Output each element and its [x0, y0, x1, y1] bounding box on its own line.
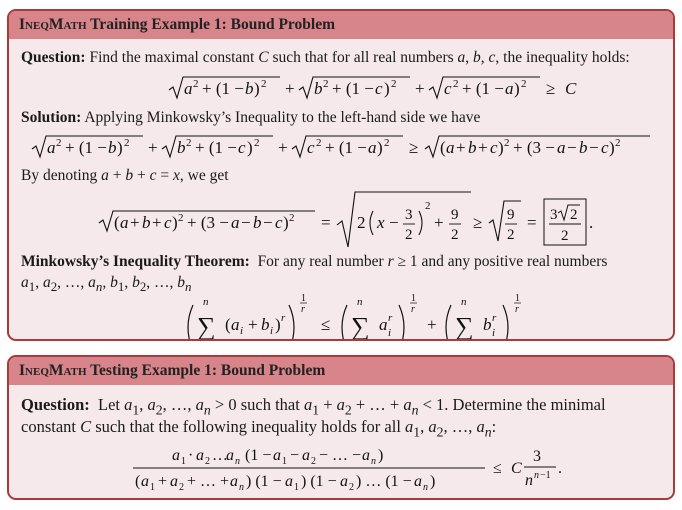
svg-text:2: 2	[56, 137, 62, 149]
svg-text:) (1 −: ) (1 −	[301, 473, 337, 490]
svg-text:c: c	[490, 138, 498, 157]
svg-text:− … −: − … −	[319, 447, 362, 464]
svg-text:2: 2	[615, 137, 621, 149]
svg-text:+: +	[278, 138, 288, 157]
equation-5	[9, 441, 675, 493]
svg-text:) (1 −: ) (1 −	[246, 473, 282, 490]
svg-text:2: 2	[316, 137, 322, 149]
svg-text:): )	[254, 79, 260, 98]
testing-header-title: IneqMath	[19, 362, 87, 379]
svg-text:a: a	[226, 447, 234, 464]
svg-text:): )	[378, 447, 384, 464]
svg-text:n: n	[423, 482, 428, 493]
svg-text:2: 2	[453, 78, 459, 90]
svg-text:c: c	[238, 138, 246, 157]
svg-text:+ … +: + … +	[187, 473, 230, 490]
svg-text:…: …	[212, 447, 228, 464]
svg-text:∑: ∑	[455, 312, 474, 341]
training-example-box	[7, 9, 675, 354]
svg-text:b: b	[483, 315, 492, 334]
svg-text:r: r	[492, 312, 497, 324]
svg-text:−1: −1	[540, 470, 551, 481]
svg-text:+: +	[478, 138, 488, 157]
svg-text:a: a	[302, 447, 310, 464]
solution-label: Solution:	[21, 109, 82, 126]
svg-text:≤: ≤	[321, 315, 331, 334]
svg-text:2: 2	[186, 137, 192, 149]
equation-1	[9, 73, 675, 103]
svg-text:x: x	[377, 213, 385, 232]
svg-text:+: +	[285, 79, 295, 98]
svg-text:n: n	[239, 482, 244, 493]
svg-text:=: =	[527, 213, 537, 232]
svg-text:(: (	[225, 315, 231, 334]
svg-text:−: −	[567, 138, 577, 157]
svg-text:2: 2	[405, 227, 413, 243]
svg-text:+ (3 −: + (3 −	[513, 138, 555, 157]
svg-text:n: n	[534, 470, 539, 481]
svg-text:+ (1 −: + (1 −	[202, 79, 244, 98]
svg-text:a: a	[414, 473, 422, 490]
theorem-variables: $a_1$, $a_2$, …, $a_n$, $b_1$, $b_2$, …, $b_n$	[21, 274, 192, 295]
theorem-label: Minkowsky’s Inequality Theorem:	[21, 253, 250, 270]
training-theorem	[21, 253, 661, 271]
svg-text:C: C	[511, 460, 522, 477]
svg-text:≤: ≤	[493, 460, 502, 477]
svg-text:−: −	[589, 138, 599, 157]
svg-text:b: b	[261, 315, 270, 334]
svg-text:2: 2	[179, 482, 184, 493]
equation-2	[9, 132, 675, 162]
svg-text:≥: ≥	[409, 138, 419, 157]
svg-text:2: 2	[425, 200, 431, 212]
svg-text:9: 9	[451, 207, 459, 223]
svg-text:): )	[430, 473, 436, 490]
svg-text:): )	[609, 138, 615, 157]
svg-text:2: 2	[289, 212, 295, 224]
svg-text:3: 3	[550, 207, 558, 223]
svg-text:a: a	[285, 473, 293, 490]
svg-text:2: 2	[451, 227, 459, 243]
svg-text:2: 2	[178, 212, 184, 224]
svg-text:n: n	[371, 456, 376, 467]
svg-text:2: 2	[561, 228, 569, 244]
svg-text:2: 2	[254, 137, 260, 149]
svg-text:): )	[514, 79, 520, 98]
svg-text:2: 2	[504, 137, 510, 149]
svg-text:−: −	[241, 213, 251, 232]
svg-text:2: 2	[357, 213, 366, 232]
equation-4: n ∑ i=1 ( a i + b i ) r 1r ≤ n ∑ i=1 a ri 1r + n ∑ i=1 b ri 1r	[9, 291, 675, 341]
svg-text:(: (	[114, 213, 120, 232]
svg-text:+: +	[152, 213, 162, 232]
svg-text:a: a	[362, 447, 370, 464]
svg-text:+ (1 −: + (1 −	[325, 138, 367, 157]
svg-text:1: 1	[515, 293, 520, 304]
svg-text:2: 2	[311, 456, 316, 467]
question-label: Question:	[21, 49, 86, 66]
svg-text:.: .	[558, 460, 562, 477]
svg-text:): )	[172, 213, 178, 232]
svg-text:2: 2	[507, 227, 515, 243]
testing-example-header	[9, 357, 673, 385]
svg-text:a: a	[172, 447, 180, 464]
svg-text:+: +	[415, 79, 425, 98]
svg-text:3: 3	[533, 448, 541, 465]
svg-text:): )	[247, 138, 253, 157]
svg-text:b: b	[579, 138, 588, 157]
svg-text:r: r	[515, 304, 519, 315]
svg-text:+: +	[248, 315, 258, 334]
svg-text:i: i	[270, 325, 274, 337]
testing-question-text1: Let $a_1$, $a_2$, …, $a_n > 0$ such that $a_1 + a_2$ + … + $a_n < 1$. Determine the minimal	[93, 395, 606, 418]
svg-text:b: b	[468, 138, 477, 157]
svg-text:∑: ∑	[197, 312, 216, 341]
svg-text:c: c	[275, 213, 283, 232]
svg-text:−: −	[290, 447, 300, 464]
svg-text:i: i	[492, 327, 496, 339]
svg-text:+ (1 −: + (1 −	[462, 79, 504, 98]
svg-text:(: (	[440, 138, 446, 157]
svg-text:r: r	[301, 304, 305, 315]
svg-text:): )	[283, 213, 289, 232]
theorem-text: For any real number r ≥ 1 and any positive real numbers	[253, 253, 608, 270]
svg-text:+ (3 −: + (3 −	[187, 213, 229, 232]
svg-text:+ (1 −: + (1 −	[65, 138, 107, 157]
svg-text:2: 2	[349, 482, 354, 493]
testing-question-label: Question:	[21, 395, 90, 414]
training-example-header	[9, 11, 673, 39]
svg-text:a: a	[368, 138, 377, 157]
svg-text:r: r	[281, 312, 286, 324]
svg-text:r: r	[411, 304, 415, 315]
svg-text:1: 1	[294, 482, 299, 493]
svg-text:(: (	[135, 473, 141, 490]
svg-text:+: +	[434, 213, 444, 232]
svg-text:1: 1	[411, 293, 416, 304]
svg-text:a: a	[340, 473, 348, 490]
svg-text:+: +	[148, 138, 158, 157]
svg-text:1: 1	[282, 456, 287, 467]
svg-text:a: a	[557, 138, 566, 157]
svg-text:): )	[384, 79, 390, 98]
svg-text:a: a	[196, 447, 204, 464]
svg-text:a: a	[230, 473, 238, 490]
svg-text:b: b	[314, 79, 323, 98]
svg-text:c: c	[307, 138, 315, 157]
svg-text:c: c	[375, 79, 383, 98]
svg-text:a: a	[141, 473, 149, 490]
svg-text:1: 1	[301, 293, 306, 304]
svg-text:C: C	[565, 79, 577, 98]
svg-text:i: i	[240, 325, 244, 337]
training-header-rest: Training Example 1: Bound Problem	[86, 16, 336, 33]
svg-text:2: 2	[205, 456, 210, 467]
svg-text:−: −	[263, 213, 273, 232]
question-text: Find the maximal constant C such that for all real numbers a, b, c, the inequality holds:	[89, 49, 630, 66]
svg-text:a: a	[184, 79, 193, 98]
svg-text:1: 1	[150, 482, 155, 493]
svg-text:2: 2	[261, 78, 267, 90]
svg-text:+ (1 −: + (1 −	[332, 79, 374, 98]
svg-text:(1 −: (1 −	[245, 447, 272, 464]
svg-text:c: c	[601, 138, 609, 157]
svg-text:+ (1 −: + (1 −	[195, 138, 237, 157]
svg-text:b: b	[245, 79, 254, 98]
svg-text:2: 2	[521, 78, 527, 90]
svg-text:): )	[117, 138, 123, 157]
svg-text:n: n	[525, 472, 533, 489]
svg-text:) … (1 −: ) … (1 −	[356, 473, 412, 490]
svg-text:a: a	[505, 79, 514, 98]
svg-text:b: b	[108, 138, 117, 157]
svg-text:2: 2	[124, 137, 130, 149]
training-question	[21, 49, 661, 67]
svg-text:a: a	[273, 447, 281, 464]
svg-text:b: b	[253, 213, 262, 232]
svg-text:a: a	[170, 473, 178, 490]
svg-text:2: 2	[384, 137, 390, 149]
svg-text:b: b	[177, 138, 186, 157]
svg-text:n: n	[357, 296, 363, 308]
svg-text:2: 2	[391, 78, 397, 90]
svg-text:a: a	[231, 213, 240, 232]
svg-text:=: =	[321, 213, 331, 232]
svg-text:+: +	[130, 213, 140, 232]
svg-text:c: c	[164, 213, 172, 232]
svg-text:3: 3	[405, 207, 413, 223]
svg-text:n: n	[461, 296, 467, 308]
svg-text:−: −	[389, 213, 399, 232]
equation-3	[9, 189, 675, 251]
svg-text:n: n	[235, 456, 240, 467]
training-header-title: IneqMath	[19, 16, 87, 33]
svg-text:): )	[498, 138, 504, 157]
svg-text:2: 2	[570, 207, 578, 223]
svg-text:∑: ∑	[351, 312, 370, 341]
svg-text:1: 1	[181, 456, 186, 467]
svg-text:a: a	[446, 138, 455, 157]
svg-text:a: a	[47, 138, 56, 157]
training-solution	[21, 109, 661, 127]
training-denote-line: By denoting a + b + c = x, we get	[21, 167, 229, 184]
svg-text:≥: ≥	[473, 213, 483, 232]
svg-text:9: 9	[507, 207, 515, 223]
svg-text:2: 2	[193, 78, 199, 90]
svg-text:+: +	[456, 138, 466, 157]
svg-text:a: a	[120, 213, 129, 232]
svg-text:n: n	[203, 296, 209, 308]
svg-text:a: a	[379, 315, 388, 334]
svg-text:+: +	[158, 473, 168, 490]
svg-text:): )	[377, 138, 383, 157]
svg-text:r: r	[388, 312, 393, 324]
svg-text:·: ·	[188, 447, 194, 464]
solution-text: Applying Minkowsky’s Inequality to the left-hand side we have	[84, 109, 481, 126]
svg-text:): )	[275, 315, 281, 334]
svg-text:≥: ≥	[546, 79, 556, 98]
svg-text:a: a	[231, 315, 240, 334]
svg-text:+: +	[427, 315, 437, 334]
testing-question-line2: constant C such that the following inequality holds for all $a_1$, $a_2$, …, $a_n$:	[21, 417, 497, 440]
testing-example-box	[7, 355, 675, 500]
svg-text:i: i	[388, 327, 392, 339]
svg-text:2: 2	[323, 78, 329, 90]
svg-text:c: c	[444, 79, 452, 98]
svg-text:b: b	[142, 213, 151, 232]
svg-text:.: .	[589, 213, 594, 232]
testing-question-line1	[21, 395, 661, 418]
testing-header-rest: Testing Example 1: Bound Problem	[86, 362, 326, 379]
